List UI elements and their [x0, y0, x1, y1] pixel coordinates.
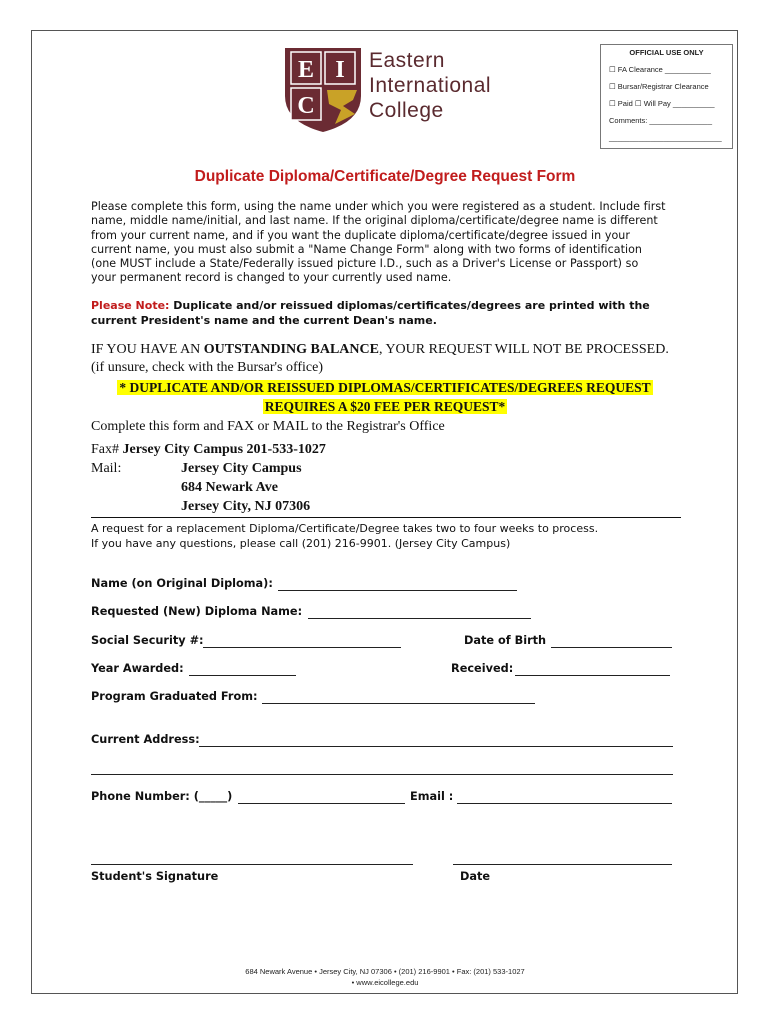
fee-line-2: [0, 399, 770, 415]
college-name-line-1: Eastern: [369, 49, 445, 72]
program-label: Program Graduated From:: [91, 690, 258, 703]
logo-shield-icon: [283, 44, 363, 134]
logo-letter-i: I: [335, 57, 345, 83]
processing-info: [91, 521, 691, 551]
balance-pre: IF YOU HAVE AN: [91, 342, 204, 357]
college-name-line-3: College: [369, 99, 444, 122]
divider: [91, 517, 681, 518]
bursar-clearance-checkbox[interactable]: ☐ Bursar/Registrar Clearance: [609, 82, 709, 91]
received-label: Received:: [451, 662, 514, 675]
mail-address-line-2: 684 Newark Ave: [181, 480, 278, 495]
fax-label: Fax#: [91, 442, 123, 457]
intro-line: your permanent record is changed to your currently used name.: [91, 271, 452, 285]
footer: [0, 966, 770, 988]
official-use-heading: OFFICIAL USE ONLY: [629, 48, 704, 57]
received-input[interactable]: [515, 675, 670, 676]
fee-line-1: [0, 380, 770, 396]
signature-line[interactable]: [91, 864, 413, 865]
footer-website: • www.eicollege.edu: [351, 978, 419, 987]
intro-paragraph: [91, 200, 691, 286]
ssn-input[interactable]: [203, 647, 401, 648]
date-line[interactable]: [453, 864, 672, 865]
footer-address: 684 Newark Avenue • Jersey City, NJ 07306 • (201) 216-9901 • Fax: (201) 533-1027: [245, 967, 525, 976]
mail-address-line-3: Jersey City, NJ 07306: [181, 499, 311, 514]
logo-letter-c: C: [297, 93, 315, 119]
dob-label: Date of Birth: [464, 634, 547, 647]
signature-label: Student's Signature: [91, 870, 219, 883]
address-label: Current Address:: [91, 733, 200, 746]
phone-input[interactable]: [238, 803, 405, 804]
please-note: [91, 298, 691, 328]
paid-checkbox[interactable]: ☐ Paid ☐ Will Pay __________: [609, 99, 715, 108]
note-label: Please Note:: [91, 299, 170, 312]
balance-bold: OUTSTANDING BALANCE: [203, 342, 379, 357]
dob-input[interactable]: [551, 647, 672, 648]
comments-field[interactable]: Comments: _______________: [609, 116, 712, 125]
processing-line: A request for a replacement Diploma/Certificate/Degree takes two to four weeks to process.: [91, 522, 599, 535]
year-awarded-label: Year Awarded:: [91, 662, 184, 675]
intro-line: Please complete this form, using the name under which you were registered as a student. Include first: [91, 200, 666, 213]
address-input[interactable]: [199, 746, 673, 747]
mail-label: Mail:: [91, 461, 122, 476]
bursar-note: (if unsure, check with the Bursar's office): [91, 360, 324, 375]
fax-line: [91, 442, 326, 458]
fee-line-1-text: * DUPLICATE AND/OR REISSUED DIPLOMAS/CERTIFICATES/DEGREES REQUEST: [119, 380, 651, 395]
new-name-input[interactable]: [308, 618, 531, 619]
complete-instruction: Complete this form and FAX or MAIL to the Registrar's Office: [91, 419, 445, 434]
official-use-box: [600, 44, 733, 149]
form-title: Duplicate Diploma/Certificate/Degree Request Form: [194, 168, 576, 185]
college-name: [369, 48, 491, 123]
year-awarded-input[interactable]: [189, 675, 296, 676]
intro-line: from your current name, and if you want the duplicate diploma/certificate/degree issued in your: [91, 228, 630, 242]
email-label: Email :: [410, 790, 454, 803]
address-input-line-2[interactable]: [91, 774, 673, 775]
comments-line: ___________________________: [609, 133, 722, 142]
note-text: Duplicate and/or reissued diplomas/certificates/degrees are printed with the current President's name and the current Dean's name.: [91, 299, 650, 327]
college-name-line-2: International: [369, 74, 492, 97]
new-name-label: Requested (New) Diploma Name:: [91, 605, 303, 618]
intro-line: current name, you must also submit a "Name Change Form" along with two forms of identification: [91, 242, 643, 256]
mail-address-line-1: Jersey City Campus: [181, 461, 302, 476]
ssn-label: Social Security #:: [91, 634, 204, 647]
email-input[interactable]: [457, 803, 672, 804]
original-name-label: Name (on Original Diploma):: [91, 577, 273, 590]
original-name-input[interactable]: [278, 590, 517, 591]
logo-letter-e: E: [297, 57, 315, 83]
fee-line-2-text: REQUIRES A $20 FEE PER REQUEST*: [264, 399, 506, 414]
college-logo: [283, 44, 513, 134]
processing-line: If you have any questions, please call (201) 216-9901. (Jersey City Campus): [91, 537, 511, 550]
intro-line: (one MUST include a State/Federally issued picture I.D., such as a Driver's License or Passport) so: [91, 257, 639, 271]
phone-label: Phone Number: (_____): [91, 790, 233, 803]
intro-line: name, middle name/initial, and last name. If the original diploma/certificate/degree name is different: [91, 214, 658, 228]
balance-warning: [91, 342, 669, 358]
fa-clearance-checkbox[interactable]: ☐ FA Clearance ___________: [609, 65, 711, 74]
date-label: Date: [460, 870, 491, 883]
program-input[interactable]: [262, 703, 535, 704]
fax-number: Jersey City Campus 201-533-1027: [122, 442, 326, 457]
balance-post: , YOUR REQUEST WILL NOT BE PROCESSED.: [378, 342, 669, 357]
